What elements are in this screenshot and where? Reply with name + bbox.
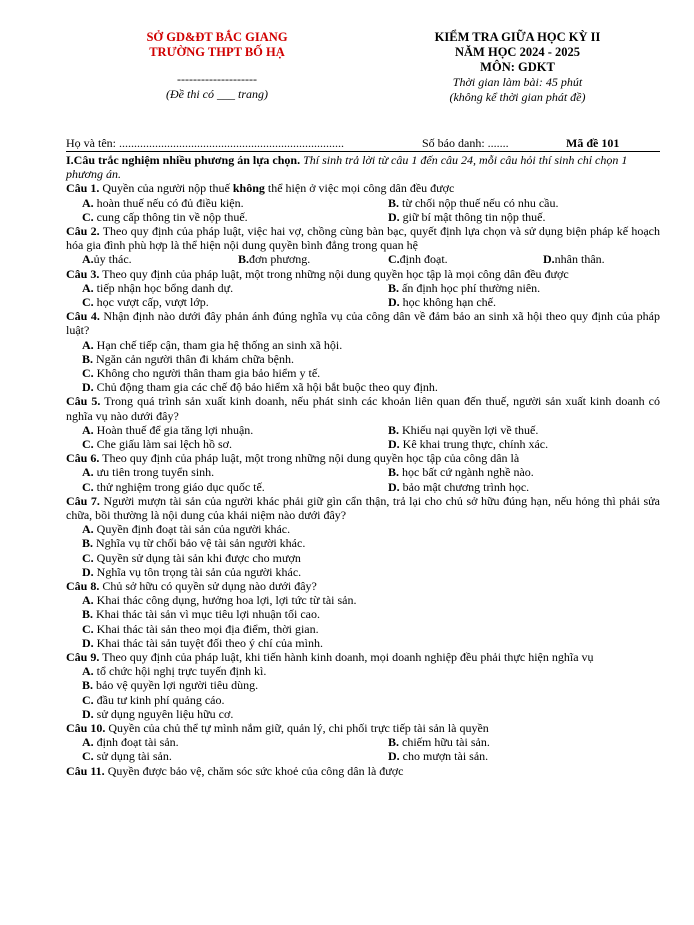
subject: MÔN: GDKT [480,60,555,74]
option-text: Khai thác tài sản theo mọi địa điểm, thời gian. [96,621,319,636]
options-row [66,735,660,749]
question-label: Câu 9. [66,649,100,664]
option-b[interactable] [388,196,558,210]
option-text: định đoạt. [399,252,448,267]
option-text: Nghĩa vụ tôn trọng tài sản của người khác. [96,564,302,579]
question-label: Câu 6. [66,451,100,466]
option-letter: B. [388,422,400,437]
question-10 [66,721,660,735]
option-letter: C. [82,209,94,224]
option-d[interactable] [388,437,548,451]
option-a[interactable] [82,281,233,295]
option-a[interactable] [66,664,660,678]
option-d[interactable] [66,636,660,650]
question-label: Câu 2. [66,223,100,238]
option-text: bảo mật chương trình học. [402,479,530,494]
school-year: NĂM HỌC 2024 - 2025 [455,45,580,59]
option-text: chiếm hữu tài sản. [402,735,490,750]
question-9 [66,650,660,664]
option-letter: B. [82,607,94,622]
option-letter: C. [82,365,94,380]
option-letter: A. [82,337,94,352]
option-text: ưu tiên trong tuyển sinh. [96,465,215,480]
option-letter: D. [388,209,400,224]
question-text: Chủ sở hữu có quyền sử dụng nào dưới đây? [99,578,317,593]
question-label: Câu 3. [66,266,100,281]
option-text: học bất cứ ngành nghề nào. [402,465,534,480]
option-letter: A. [82,195,94,210]
option-text: đầu tư kinh phí quảng cáo. [96,692,225,707]
option-c[interactable] [66,366,660,380]
candidate-number-field: Số báo danh: ....... [422,136,509,150]
option-letter: A. [82,522,94,537]
option-a[interactable] [82,735,179,749]
option-b[interactable] [238,252,311,267]
question-emphasis: không [232,181,265,196]
question-3 [66,267,660,281]
option-text: Hạn chế tiếp cận, tham gia hệ thống an sinh xã hội. [96,337,343,352]
option-text: Quyền định đoạt tài sản của người khác. [96,522,291,537]
option-text: tiếp nhận học bổng danh dự. [96,280,234,295]
option-letter: A. [82,664,94,679]
option-a[interactable] [66,338,660,352]
option-text: Hoàn thuế để gia tăng lợi nhuận. [96,422,254,437]
question-6 [66,451,660,465]
question-4 [66,309,660,337]
option-text: Nghĩa vụ từ chối bảo vệ tài sản người khác. [96,536,306,551]
question-label: Câu 4. [66,309,100,324]
option-text: Không cho người thân tham gia bảo hiểm y tế. [96,365,321,380]
option-text: ấn định học phí thường niên. [402,280,541,295]
section-heading [66,153,660,181]
option-c[interactable] [66,693,660,707]
header-dashes: -------------------- [177,72,257,86]
option-text: Quyền sử dụng tài sản khi được cho mượn [96,550,301,565]
option-letter: D. [388,294,400,309]
option-letter: A. [82,465,94,480]
question-7 [66,494,660,522]
option-b[interactable] [66,607,660,621]
option-letter: A. [82,735,94,750]
option-b[interactable] [388,465,534,479]
page-count-note: (Đề thi có ___ trang) [166,87,268,101]
option-d[interactable] [388,210,546,224]
options-row [66,749,660,763]
option-b[interactable] [388,735,490,749]
option-letter: B. [388,735,400,750]
question-1 [66,181,660,195]
option-a[interactable] [66,522,660,536]
option-b[interactable] [388,423,538,437]
section-title: I.Câu trắc nghiệm nhiều phương án lựa chọn. [66,153,301,167]
option-text: Che giấu làm sai lệch hồ sơ. [96,436,232,451]
option-text: cho mượn tài sản. [402,749,489,764]
option-letter: B. [82,678,94,693]
candidate-info [66,136,646,152]
question-label: Câu 8. [66,578,100,593]
question-5 [66,394,660,422]
option-letter: B. [82,536,94,551]
option-text: định đoạt tài sản. [96,735,179,750]
option-letter: D. [388,749,400,764]
option-a[interactable] [82,465,214,479]
time-limit: Thời gian làm bài: 45 phút [452,75,583,89]
option-letter: D. [82,635,94,650]
exam-code: Mã đề 101 [566,136,620,150]
time-note: (không kể thời gian phát đề) [449,90,586,104]
question-text: thể hiện ở việc mọi công dân đều được [264,181,455,196]
question-text: Theo quy định của pháp luật, khi tiến hành kinh doanh, mọi doanh nghiệp đều phải thực hiện nghĩa vụ [99,649,594,664]
option-text: Khiếu nại quyền lợi về thuế. [402,422,539,437]
option-text: hoàn thuế nếu có đủ điều kiện. [96,195,244,210]
option-text: sử dụng tài sản. [96,749,172,764]
question-2 [66,224,660,252]
option-letter: B. [82,351,94,366]
option-text: học vượt cấp, vượt lớp. [96,294,209,309]
option-text: tổ chức hội nghị trực tuyến định kì. [96,664,267,679]
option-text: Chủ động tham gia các chế độ bảo hiểm xã hội bắt buộc theo quy định. [96,380,438,395]
option-text: bảo vệ quyền lợi người tiêu dùng. [96,678,259,693]
exam-title: KIỂM TRA GIỮA HỌC KỲ II [434,30,601,44]
option-letter: D. [388,479,400,494]
school-name: TRƯỜNG THPT BỐ HẠ [149,45,285,59]
option-text: giữ bí mật thông tin nộp thuế. [402,209,546,224]
option-a[interactable] [82,196,244,210]
options-row [66,295,660,309]
option-a[interactable] [82,252,132,267]
option-letter: C. [82,621,94,636]
option-c[interactable] [82,437,232,451]
option-letter: D. [82,380,94,395]
options-row [66,196,660,210]
option-d[interactable] [66,707,660,721]
option-text: Kê khai trung thực, chính xác. [402,436,549,451]
department-name: SỞ GD&ĐT BẮC GIANG [146,30,288,44]
question-text: Quyền của chủ thể tự mình nắm giữ, quản lý, chi phối trực tiếp tài sản là quyền [105,720,489,735]
option-letter: C. [82,294,94,309]
question-label: Câu 5. [66,394,101,409]
option-letter: C. [82,436,94,451]
question-label: Câu 11. [66,763,105,778]
option-text: ủy thác. [93,252,132,267]
question-text: Theo quy định của pháp luật, một trong những nội dung quyền học tập là mọi công dân đều được [99,266,569,281]
option-letter: D. [388,436,400,451]
option-d[interactable] [388,480,529,494]
option-letter: B. [238,252,250,267]
header-right [405,30,630,105]
option-d[interactable] [66,565,660,579]
options-row [66,465,660,479]
option-letter: D. [543,252,555,267]
option-c[interactable] [66,551,660,565]
option-c[interactable] [82,210,248,224]
options-row [66,437,660,451]
options-row [66,480,660,494]
option-text: thử nghiệm trong giáo dục quốc tế. [96,479,265,494]
options-row [66,281,660,295]
option-text: Ngăn cản người thân đi khám chữa bệnh. [96,351,294,366]
question-11 [66,764,660,778]
question-label: Câu 10. [66,720,106,735]
option-letter: B. [388,280,400,295]
option-letter: A. [82,593,94,608]
question-text: Quyền được bảo vệ, chăm sóc sức khoẻ của công dân là được [104,763,404,778]
option-text: cung cấp thông tin về nộp thuế. [96,209,248,224]
option-text: đơn phương. [249,252,311,267]
question-text: Trong quá trình sản xuất kinh doanh, nếu phát sinh các khoản liên quan đến thuế, người sản xuất kinh doanh có nghĩa vụ nào dưới đây? [66,394,661,423]
question-label: Câu 1. [66,181,100,196]
option-letter: D. [82,564,94,579]
option-letter: B. [388,195,400,210]
option-c[interactable] [82,749,172,763]
options-row [66,252,660,266]
option-text: Khai thác tài sản tuyệt đối theo ý chí của mình. [96,635,323,650]
option-letter: C. [82,550,94,565]
option-b[interactable] [66,352,660,366]
option-d[interactable] [543,252,605,267]
option-text: Khai thác tài sản vì mục tiêu lợi nhuận tối cao. [96,607,320,622]
option-c[interactable] [82,480,265,494]
option-text: học không hạn chế. [402,294,496,309]
option-c[interactable] [82,295,209,309]
option-letter: B. [388,465,400,480]
option-c[interactable] [388,252,448,267]
option-letter: A. [82,280,94,295]
option-text: Khai thác công dụng, hưởng hoa lợi, lợi tức từ tài sản. [96,593,357,608]
option-a[interactable] [82,423,253,437]
option-d[interactable] [388,295,496,309]
candidate-name-field: Họ và tên: ........................................................................... [66,136,344,150]
question-label: Câu 7. [66,493,100,508]
option-text: sử dụng nguyên liệu hữu cơ. [96,706,234,721]
options-row [66,423,660,437]
option-b[interactable] [66,678,660,692]
question-text: Theo quy định của pháp luật, một trong những nội dung quyền học tập của công dân là [99,451,520,466]
option-d[interactable] [388,749,488,763]
option-letter: A. [82,422,94,437]
option-text: nhân thân. [554,252,605,267]
option-b[interactable] [388,281,540,295]
exam-body [66,153,660,778]
option-letter: C. [82,692,94,707]
question-text: Nhận định nào dưới đây phản ánh đúng nghĩa vụ của công dân về đảm bảo an sinh xã hội theo quy định của pháp luật? [66,309,661,338]
option-letter: D. [82,706,94,721]
option-d[interactable] [66,380,660,394]
option-letter: A. [82,252,94,267]
option-text: từ chối nộp thuế nếu có nhu cầu. [402,195,559,210]
question-text: Quyền của người nộp thuế [99,181,233,196]
option-b[interactable] [66,536,660,550]
question-8 [66,579,660,593]
option-letter: C. [388,252,400,267]
option-c[interactable] [66,622,660,636]
question-text: Theo quy định của pháp luật, việc hai vợ, chồng cùng bàn bạc, quyết định lựa chọn và sử dụng biện pháp kế hoạch hóa gia đình phù hợp là thể hiện nội dung quyền bình đẳng trong quan hệ [66,223,660,253]
option-a[interactable] [66,593,660,607]
question-text: Người mượn tài sản của người khác phải giữ gìn cẩn thận, trả lại cho chủ sở hữu đúng hạn, nếu hỏng thì phải sửa chữa, bồi thường là nội dung của khái niệm nào dưới đây? [66,493,660,522]
option-letter: C. [82,749,94,764]
section-instruction: Thí sinh trả lời từ câu 1 đến câu 24, mỗi câu hỏi thí sinh chỉ chọn 1 phương án. [66,153,628,182]
header-left [112,30,322,102]
header-divider [66,151,660,152]
options-row [66,210,660,224]
option-letter: C. [82,479,94,494]
